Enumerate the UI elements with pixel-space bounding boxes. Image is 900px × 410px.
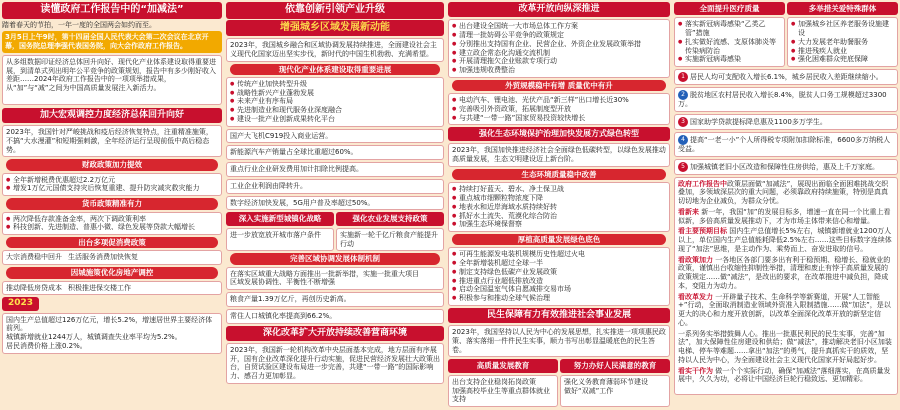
green-title: 厚植高质量发展绿色底色 xyxy=(452,234,666,245)
industry-item: ● 先进制造业和现代服务业深度融合 xyxy=(230,106,440,115)
trade-item: ● 电动汽车、锂电池、光伏产品“新三样”出口增长近30% xyxy=(452,96,666,105)
year-2023-box xyxy=(2,313,222,354)
col2-sec1-title: 现代化产业体系建设取得重要进展 xyxy=(230,64,440,75)
elder-box xyxy=(787,17,898,67)
year-2023-label: 2023 xyxy=(2,297,39,310)
med-title: 全面提升医疗质量 xyxy=(674,2,785,15)
gov-title: 政府工作报告中 xyxy=(678,179,727,188)
green-item: ● 全年新增装机超过全球一半 xyxy=(452,259,666,268)
reform-commentary-text: 一开辟量子技术、生命科学等新赛道，开展“人工智能+”行动，全面取消制造业领域外资准入限制措施……做“加法”，是以更大的决心和力度开放创新，以改革全面深化改革开放的新坚定信心。 xyxy=(678,292,891,327)
rd-text: 重点行业企业研发费用加计扣除比例提高。 xyxy=(230,165,363,174)
column-4 xyxy=(674,2,898,408)
green-item: ● 制定支持绿色低碳产业发展政策 xyxy=(452,268,666,277)
stat-3-text: 国家助学贷款提标降息惠及1100多万学生。 xyxy=(690,117,827,126)
env-title: 生态环境质量稳中改善 xyxy=(452,169,666,180)
c919-box xyxy=(226,129,444,144)
elder-item: ● 强化困难群众兜底保障 xyxy=(791,55,894,64)
stat-3 xyxy=(674,114,898,130)
money-box xyxy=(2,212,222,236)
gdp-text: 国内生产总值增长5%左右，城镇新增就业1200万人以上，单位国内生产总值能耗降低2.5%左右……这些目标数字连续体现了“加法”思维，是主动作为、乘势而上、奋发进取的信号。 xyxy=(678,227,892,253)
policy-label: 看政策加力 xyxy=(678,255,713,264)
ev-text: 新能源汽车产销量占全球比重超过60%。 xyxy=(230,148,358,157)
people-box xyxy=(448,325,670,357)
fiscal-item: ● 全年新增税费优惠超过2.2万亿元 xyxy=(6,176,218,185)
health-title: 努力办好人民满意的教育 xyxy=(560,359,670,372)
year-2023-item: 城镇新增就业1244万人，城镇调查失业率平均为5.2%。 xyxy=(6,333,182,341)
col1-sec1-box xyxy=(2,125,222,157)
stat-1-text: 居民人均可支配收入增长6.1%，城乡居民收入差距继续缩小。 xyxy=(690,73,883,82)
reform-text: 2023年，我国新一轮机构改革中央层面基本完成，地方层面有序展开，国有企业改革深化提升行动实施，促进民营经济发展壮大政策出台，自贸试验区建设布局进一步完善，共建“一带一路”的国际影响力、感召力更加彰显。 xyxy=(230,345,440,381)
add-text: 新一年，我国“加”的发展目标多，增速一直在同一个比重上看似新，多倍高质量发展推动下，才为市场主体带来信心和增量。 xyxy=(678,207,891,225)
estate-box xyxy=(2,281,222,296)
elder-item: ● 推进残疾人就业 xyxy=(791,47,894,56)
med-item: ● 实施新冠病毒感染 xyxy=(678,55,781,64)
stat-1 xyxy=(674,69,898,85)
trade-title: 外贸规模稳中有增 质量优中有升 xyxy=(452,80,666,91)
fiscal-item: ● 增发1万亿元国债支持灾后恢复重建、提升防灾减灾救灾能力 xyxy=(6,184,218,193)
green-box xyxy=(448,247,670,306)
edu-box xyxy=(448,375,558,407)
rd-box xyxy=(226,162,444,177)
stat-4 xyxy=(674,132,898,157)
consume-item: 生活服务消费加快恢复 xyxy=(68,253,138,262)
reform-item: ● 出台建设全国统一大市场总体工作方案 xyxy=(452,22,666,31)
industry-item: ● 建设一批产业创新成果转化平台 xyxy=(230,115,440,124)
gdp-label: 看主要预期目标 xyxy=(678,227,727,236)
region-item: 在落实区域重大战略方面推出一批新举措，实施一批重大项目 xyxy=(230,269,419,278)
c919-text: 国产大飞机C919投入商业运营。 xyxy=(230,131,333,140)
column-1 xyxy=(2,2,222,408)
number-1-icon: 1 xyxy=(678,72,688,82)
urban-box xyxy=(226,309,444,324)
trade-item: ● 完善吸引外资政策，拓展制度型开放 xyxy=(452,105,666,114)
year-2023-item: 国内生产总值超过126万亿元，增长5.2%，增速居世界主要经济体前列。 xyxy=(6,315,213,333)
stat-2-text: 脱贫地区农村居民收入增长8.4%，脱贫人口务工规模超过3300万。 xyxy=(678,91,887,109)
col3-reform-box xyxy=(448,19,670,78)
trade-box xyxy=(448,93,670,125)
estate-title: 因城施策优化房地产调控 xyxy=(6,267,218,278)
urban-text: 常住人口城镇化率提高到66.2%。 xyxy=(230,311,337,320)
med-box xyxy=(674,17,785,67)
reform-title: 深化改革扩大开放持续改善营商环境 xyxy=(226,326,444,341)
edu-item: 加强高校毕业生等重点群体就业支持 xyxy=(452,386,550,404)
health-box xyxy=(560,375,670,407)
last-label: 看实干作为 xyxy=(678,366,713,375)
col1-highlight: 3月5日上午9时，第十四届全国人民代表大会第二次会议在北京开幕，国务院总理李强代表国务院，向大会作政府工作报告。 xyxy=(2,31,222,53)
digital-box xyxy=(226,196,444,211)
people-title: 民生保障有力有效推进社会事业发展 xyxy=(448,308,670,323)
rural-box xyxy=(336,228,444,252)
med-item: ● 扎实做好流感、支原体肺炎等传染病防治 xyxy=(678,38,781,56)
grain-box xyxy=(226,292,444,307)
stat-5 xyxy=(674,159,898,175)
rural-title: 强化农业发展支持政策 xyxy=(336,212,444,225)
env-item: ● 重点城市细颗粒物浓度下降 xyxy=(452,194,666,203)
env-item: ● 抓好水土流失、荒漠化综合防治 xyxy=(452,212,666,221)
col1-intro2: 从多组数据印证经济总体回升向好、现代化产业体系建设取得重要进展，到清单式列出明年公平竞争的政策规划，报告中有多少刚好收入差距……2024年政府工作报告中的一项项举措成果，从“加”与“减”之间为中国高质量发展注入新活力。 xyxy=(6,57,216,92)
number-4-icon: 4 xyxy=(678,135,688,145)
col1-intro2-box xyxy=(2,55,222,105)
edu-item: 出台支持企业稳岗拓岗政策 xyxy=(452,377,536,386)
reform-item: ● 分別推出支持国有企业、民营企业、外资企业发展政策举措 xyxy=(452,40,666,49)
region-box xyxy=(226,267,444,291)
env-item: ● 地表水和近岸海域水质持续好转 xyxy=(452,203,666,212)
col3-title: 改革开放向纵深推进 xyxy=(448,2,670,17)
green-item: ● 推进重点行业超低排放改造 xyxy=(452,277,666,286)
reform-item: ● 清理一批妨碍公平竞争的政策规定 xyxy=(452,31,666,40)
number-2-icon: 2 xyxy=(678,90,688,100)
eco-box xyxy=(448,143,670,167)
add-label: 看新来 xyxy=(678,207,699,216)
city-box xyxy=(226,228,334,252)
rural-item: 实施新一轮千亿斤粮食产能提升行动 xyxy=(340,230,438,248)
ev-box xyxy=(226,145,444,160)
year-2023-item: 居民消费价格上涨0.2%。 xyxy=(6,341,87,350)
reform-item: ● 建立政企常态化沟通交流机制 xyxy=(452,49,666,58)
eco-title: 强化生态环境保护治理加快发展方式绿色转型 xyxy=(448,127,670,141)
reform-item: ● 加强违规收费整治 xyxy=(452,66,666,75)
col2-title-1: 依靠创新引领产业升级 xyxy=(226,2,444,19)
region-item: 区域发展协调性、平衡性不断增强 xyxy=(230,278,335,287)
consume-item: 大宗消费稳中回升 xyxy=(6,253,62,262)
trade-item: ● 与共建“一带一路”国家贸易投资较快增长 xyxy=(452,114,666,123)
med-item: ● 落实新冠病毒感染“乙类乙管”措施 xyxy=(678,20,781,38)
elder-title: 多举措关爱特殊群体 xyxy=(787,2,898,15)
env-item: ● 持续打好蓝天、碧水、净土保卫战 xyxy=(452,185,666,194)
green-item: ● 可再生能源发电装机规模历史性超过火电 xyxy=(452,250,666,259)
digital-text: 数字经济加快发展，5G用户普及率超过50%。 xyxy=(230,198,375,207)
city-item: 进一步放宽放开城市落户条件 xyxy=(230,230,321,239)
estate-item: 推动降低房贷成本 xyxy=(6,283,62,292)
gov-text: 政策层面做“加减法”，展现出面临全面困难挑战交织叠加，多领域深层次的重大问题，必须靠政府持续施策，特别是真真切切地为企业减负，为群众分忧。 xyxy=(678,179,889,206)
industry-item: ● 战略性新兴产业蓬勃发展 xyxy=(230,89,440,98)
money-item: ● 科技创新、先进制造、普惠小微、绿色发展等贷款大幅增长 xyxy=(6,223,218,232)
col2-intro-box xyxy=(226,38,444,62)
number-5-icon: 5 xyxy=(678,162,688,172)
col2-title-2: 增强城乡区域发展新动能 xyxy=(226,20,444,37)
reform-item: ● 开展清理拖欠企业账款专项行动 xyxy=(452,57,666,66)
fiscal-title: 财政政策加力提效 xyxy=(6,159,218,170)
estate-item: 积极推进保交楼工作 xyxy=(68,283,131,292)
eco-text: 2023年，我国加快推进经济社会全面绿色低碳转型，以绿色发展推动高质量发展，生态文明建设迈上新台阶。 xyxy=(452,146,666,164)
industry-box xyxy=(226,179,444,194)
industry-item: ● 未来产业有序布局 xyxy=(230,97,440,106)
industry-item: ● 传统产业加快转型升级 xyxy=(230,80,440,89)
col1-intro: 踏着春天的节拍，一年一度的全国两会如约而至。 xyxy=(2,20,156,29)
reform-label: 看改革发力 xyxy=(678,292,713,301)
health-item: 做好“双减”工作 xyxy=(564,386,614,395)
number-3-icon: 3 xyxy=(678,117,688,127)
consume-box xyxy=(2,250,222,265)
policy-text: 一各地区各部门要多出有利于稳预期、稳增长、稳就业的政策，谨慎出台收缩性抑制性举措，清理和废止有悖于高质量发展的政策规定……做“减法”，是改出的要求，在改革推进中减负担，降成本，变阻力为动力。 xyxy=(678,255,891,290)
fiscal-box xyxy=(2,173,222,197)
env-item: ● 加强生态环境保督察 xyxy=(452,220,666,229)
column-2 xyxy=(226,2,444,408)
col1-sec1-title: 加大宏观调控力度经济总体回升向好 xyxy=(2,108,222,123)
col1-title: 读懂政府工作报告中的“加减法” xyxy=(2,2,222,19)
grain-text: 粮食产量1.39万亿斤，再创历史新高。 xyxy=(230,295,351,304)
col2-sec1-box xyxy=(226,77,444,127)
close-text: 一系列务实举措鼓舞人心。推出一批惠民利民的民生实事，完善“加法”，加大保障性住房建设和供给；做“减法”，推动解决老旧小区加装电梯、停车等难题……拿出“加法”的勇气，提升真抓实干的质效，坚持以人民为中心，为全面建设社会主义现代化国家开好局起好步。 xyxy=(678,329,892,364)
consume-title: 出台多项促消费政策 xyxy=(6,237,218,248)
stat-2 xyxy=(674,87,898,112)
region-title: 完善区域协调发展体制机制 xyxy=(230,253,440,264)
env-box xyxy=(448,182,670,232)
stat-4-text: 提高“一老一小”个人所得税专项附加扣除标准，6600多万纳税人受益。 xyxy=(678,135,891,153)
column-3 xyxy=(448,2,670,408)
reform-box xyxy=(226,343,444,384)
industry-text: 工业企业利润由降转升。 xyxy=(230,181,307,190)
commentary-box xyxy=(674,177,898,395)
col2-intro: 2023年，我国城乡融合和区域协调发展持续推进，全面建设社会主义现代化国家迈出坚实步伐，新时代的中国生机勃勃、充满希望。 xyxy=(230,41,437,58)
edu-title: 高质量发展教育 xyxy=(448,359,558,372)
elder-item: ● 加强城乡社区养老服务设施建设 xyxy=(791,20,894,38)
green-item: ● 积极参与和推动全球气候治理 xyxy=(452,294,666,303)
elder-item: ● 大力发展老年助餐服务 xyxy=(791,38,894,47)
col1-sec1-text: 2023年，我国针对严峻挑战和疫后经济恢复特点，注重精准施策，不搞“大水漫灌”和短期强刺激，全年经济运行呈现前低中高后稳态势。 xyxy=(6,128,213,154)
money-title: 货币政策精准有力 xyxy=(6,198,218,209)
green-item: ● 启动全国温室气体自愿减排交易市场 xyxy=(452,285,666,294)
stat-5-text: 加强城镇老旧小区改造和保障性住房供给，惠及上千万家庭。 xyxy=(690,162,879,171)
people-text: 2023年，我国坚持以人民为中心的发展思想，扎实推进一项项惠民政策、落实落细一件件民生实事，顺力书写出彰显温暖底色的民生答卷。 xyxy=(452,328,666,354)
money-item: ● 两次降低存款准备金率，两次下调政策利率 xyxy=(6,215,218,224)
last-text: 做一个个实际行动，确保“加减法”落细落实，在高质量发展中，久久为功，必将让中国经济巨轮行稳致远、更加精彩。 xyxy=(678,366,891,384)
health-item: 强化义务教育薄弱环节建设 xyxy=(564,377,648,386)
city-title: 深入实施新型城镇化战略 xyxy=(226,212,334,225)
